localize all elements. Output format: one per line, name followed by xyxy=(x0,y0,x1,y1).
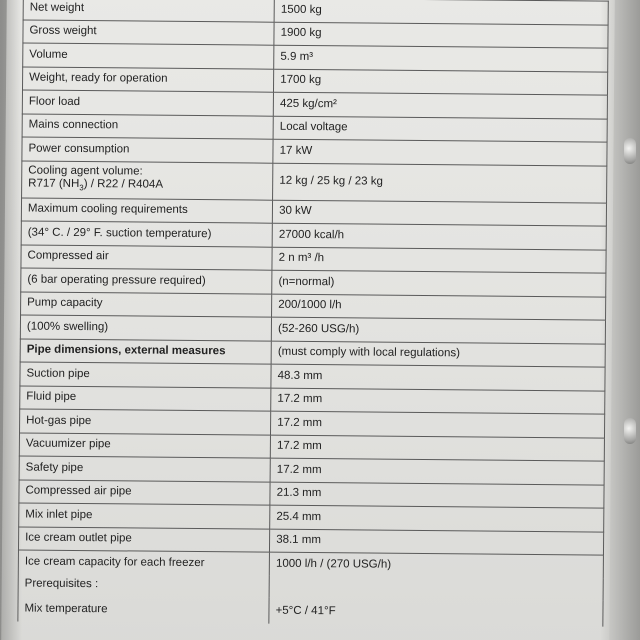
cooling-agent-text: R717 (NH xyxy=(28,177,80,190)
row-value: 17.2 mm xyxy=(270,435,604,461)
row-value: 21.3 mm xyxy=(270,482,604,508)
row-value: 12 kg / 25 kg / 23 kg xyxy=(273,163,607,203)
row-value: (must comply with local regulations) xyxy=(271,341,605,367)
row-value: 1900 kg xyxy=(274,22,608,48)
row-label: Volume xyxy=(23,43,274,69)
row-value: 425 kg/cm² xyxy=(273,92,607,118)
row-label: Compressed air pipe xyxy=(19,479,270,505)
row-label: Ice cream capacity for each freezer xyxy=(18,550,269,575)
row-value: 1500 kg xyxy=(274,0,608,25)
page-shadow-right xyxy=(600,0,640,640)
row-label: Gross weight xyxy=(23,20,274,46)
row-value: 1000 l/h / (270 USG/h) xyxy=(269,552,603,578)
row-label: Fluid pipe xyxy=(20,385,271,411)
row-label: Vacuumizer pipe xyxy=(19,432,270,458)
row-value: +5°C / 41°F xyxy=(269,598,603,627)
row-value: Local voltage xyxy=(273,116,607,142)
row-label: Power consumption xyxy=(22,137,273,163)
table-row xyxy=(22,160,607,202)
row-value: 27000 kcal/h xyxy=(272,223,606,249)
row-value: 17.2 mm xyxy=(271,411,605,437)
row-label xyxy=(22,160,273,199)
row-label: (100% swelling) xyxy=(20,315,271,341)
row-value: 25.4 mm xyxy=(270,505,604,531)
spec-sheet-page xyxy=(1,0,615,640)
cooling-agent-heading: Cooling agent volume: xyxy=(28,164,143,178)
row-value: 48.3 mm xyxy=(271,364,605,390)
row-label: (6 bar operating pressure required) xyxy=(21,268,272,294)
row-label: Weight, ready for operation xyxy=(22,67,273,93)
row-value: 30 kW xyxy=(272,200,606,226)
row-label: Mix inlet pipe xyxy=(19,503,270,529)
row-value: 17.2 mm xyxy=(270,458,604,484)
table-row xyxy=(18,595,603,626)
row-value: 1700 kg xyxy=(274,69,608,95)
row-label: Maximum cooling requirements xyxy=(21,197,272,223)
row-label: Net weight xyxy=(23,0,274,22)
section-heading: Pipe dimensions, external measures xyxy=(20,338,271,364)
row-value: 200/1000 l/h xyxy=(272,294,606,320)
row-value: 17 kW xyxy=(273,139,607,165)
page-shadow-left xyxy=(0,0,22,640)
binder-ring-top xyxy=(624,138,636,164)
row-value: 2 n m³ /h xyxy=(272,247,606,273)
subscript: 3 xyxy=(79,183,84,193)
row-label: (34° C. / 29° F. suction temperature) xyxy=(21,221,272,247)
row-label: Prerequisites : xyxy=(18,573,269,598)
row-label: Mix temperature xyxy=(18,595,269,623)
row-label: Hot-gas pipe xyxy=(20,409,271,435)
row-label: Compressed air xyxy=(21,244,272,270)
row-label: Pump capacity xyxy=(21,291,272,317)
row-label: Safety pipe xyxy=(19,456,270,482)
row-value: (52-260 USG/h) xyxy=(271,317,605,343)
row-label: Ice cream outlet pipe xyxy=(18,526,269,552)
cooling-agent-text: ) / R22 / R404A xyxy=(83,177,164,191)
binder-ring-bottom xyxy=(624,418,636,444)
row-label: Suction pipe xyxy=(20,362,271,388)
row-label: Floor load xyxy=(22,90,273,116)
row-value: 5.9 m³ xyxy=(274,45,608,71)
cooling-agent-types xyxy=(28,177,164,193)
specifications-table xyxy=(17,0,608,627)
row-label: Mains connection xyxy=(22,113,273,139)
row-value xyxy=(269,575,603,600)
row-value: 17.2 mm xyxy=(271,388,605,414)
row-value: (n=normal) xyxy=(272,270,606,296)
row-value: 38.1 mm xyxy=(270,529,604,555)
